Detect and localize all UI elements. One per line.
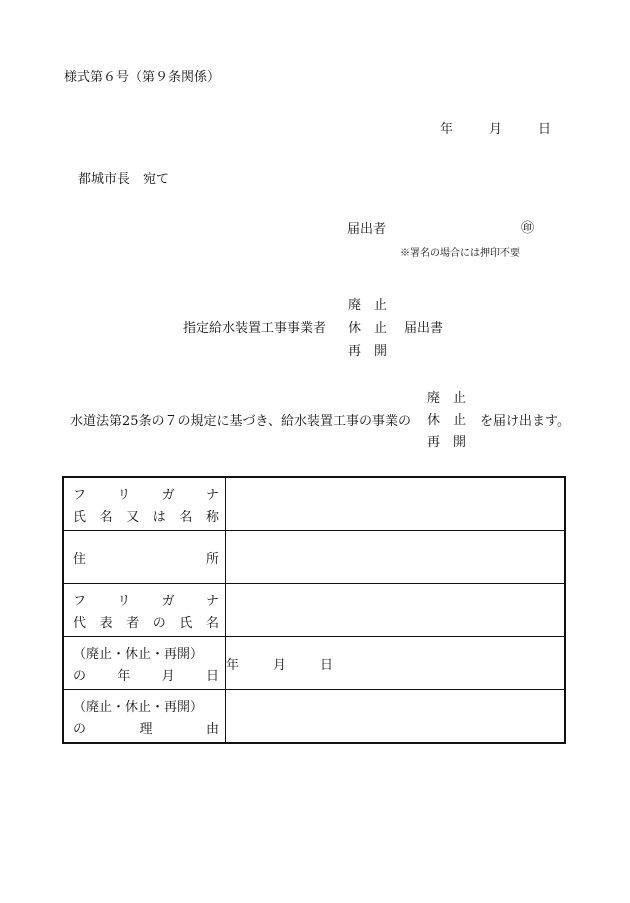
name-value-field[interactable] xyxy=(226,477,566,531)
row-label-reason xyxy=(63,690,226,744)
form-number: 様式第６号（第９条関係） xyxy=(64,70,221,85)
label-char: 氏 xyxy=(73,509,87,525)
label-char: は xyxy=(152,509,166,525)
reason-value-field[interactable] xyxy=(226,690,566,744)
body-option-suspend: 休 止 xyxy=(427,413,467,428)
row-label-representative xyxy=(63,584,226,637)
label-char: ナ xyxy=(205,487,219,503)
label-text: （廃止・休止・再開） xyxy=(73,699,204,715)
label-char: 名 xyxy=(205,615,219,631)
label-char: 月 xyxy=(161,668,175,684)
label-char: リ xyxy=(117,487,131,503)
address-value-field[interactable] xyxy=(226,531,566,584)
title-options xyxy=(348,294,387,363)
table-row xyxy=(63,637,565,690)
seal-mark: ㊞ xyxy=(521,221,535,236)
body-option-resume: 再 開 xyxy=(427,435,467,450)
date-day: 日 xyxy=(538,122,552,137)
label-char: ガ xyxy=(161,487,175,503)
label-char: ガ xyxy=(161,593,175,609)
title-prefix: 指定給水装置工事事業者 xyxy=(183,321,327,336)
table-row xyxy=(63,531,565,584)
notification-table xyxy=(62,476,566,744)
date-value-field[interactable] xyxy=(226,637,566,690)
label-char: 由 xyxy=(205,721,219,737)
value-date-day: 日 xyxy=(320,657,334,673)
row-label-name xyxy=(63,477,226,531)
title-option-suspend: 休 止 xyxy=(348,321,388,336)
applicant-label: 届出者 xyxy=(347,222,387,237)
label-char: 名 xyxy=(179,509,193,525)
label-text: （廃止・休止・再開） xyxy=(73,646,204,662)
title-option-abolish: 廃 止 xyxy=(348,298,388,313)
label-char: の xyxy=(73,668,87,684)
label-char: 又 xyxy=(126,509,140,525)
label-char: ナ xyxy=(205,593,219,609)
table-row xyxy=(63,584,565,637)
label-char: 名 xyxy=(99,509,113,525)
addressee: 都城市長 宛て xyxy=(78,172,170,187)
label-char: 代 xyxy=(73,615,87,631)
row-label-date xyxy=(63,637,226,690)
value-date-year: 年 xyxy=(226,657,240,673)
label-char: 氏 xyxy=(179,615,193,631)
body-option-abolish: 廃 止 xyxy=(427,391,467,406)
label-char: 称 xyxy=(205,509,219,525)
row-label-address xyxy=(63,531,226,584)
label-char: 日 xyxy=(205,668,219,684)
body-options xyxy=(427,388,466,454)
table-row xyxy=(63,477,565,531)
date-year: 年 xyxy=(440,122,454,137)
label-char: 住 xyxy=(73,551,87,567)
value-date-month: 月 xyxy=(273,657,287,673)
label-char: リ xyxy=(117,593,131,609)
label-char: の xyxy=(73,721,87,737)
date-month: 月 xyxy=(489,122,503,137)
representative-value-field[interactable] xyxy=(226,584,566,637)
label-char: 理 xyxy=(139,721,153,737)
table-row xyxy=(63,690,565,744)
body-suffix: を届け出ます。 xyxy=(480,414,570,429)
label-char: 者 xyxy=(126,615,140,631)
label-char: フ xyxy=(73,593,87,609)
label-char: 年 xyxy=(117,668,131,684)
label-char: 表 xyxy=(99,615,113,631)
date-header xyxy=(440,118,551,137)
label-char: の xyxy=(152,615,166,631)
title-option-resume: 再 開 xyxy=(348,344,388,359)
title-suffix: 届出書 xyxy=(404,321,444,336)
seal-note: ※署名の場合には押印不要 xyxy=(400,248,520,259)
label-char: 所 xyxy=(205,551,219,567)
body-prefix: 水道法第25条の７の規定に基づき、給水装置工事の事業の xyxy=(70,414,412,429)
label-char: フ xyxy=(73,487,87,503)
